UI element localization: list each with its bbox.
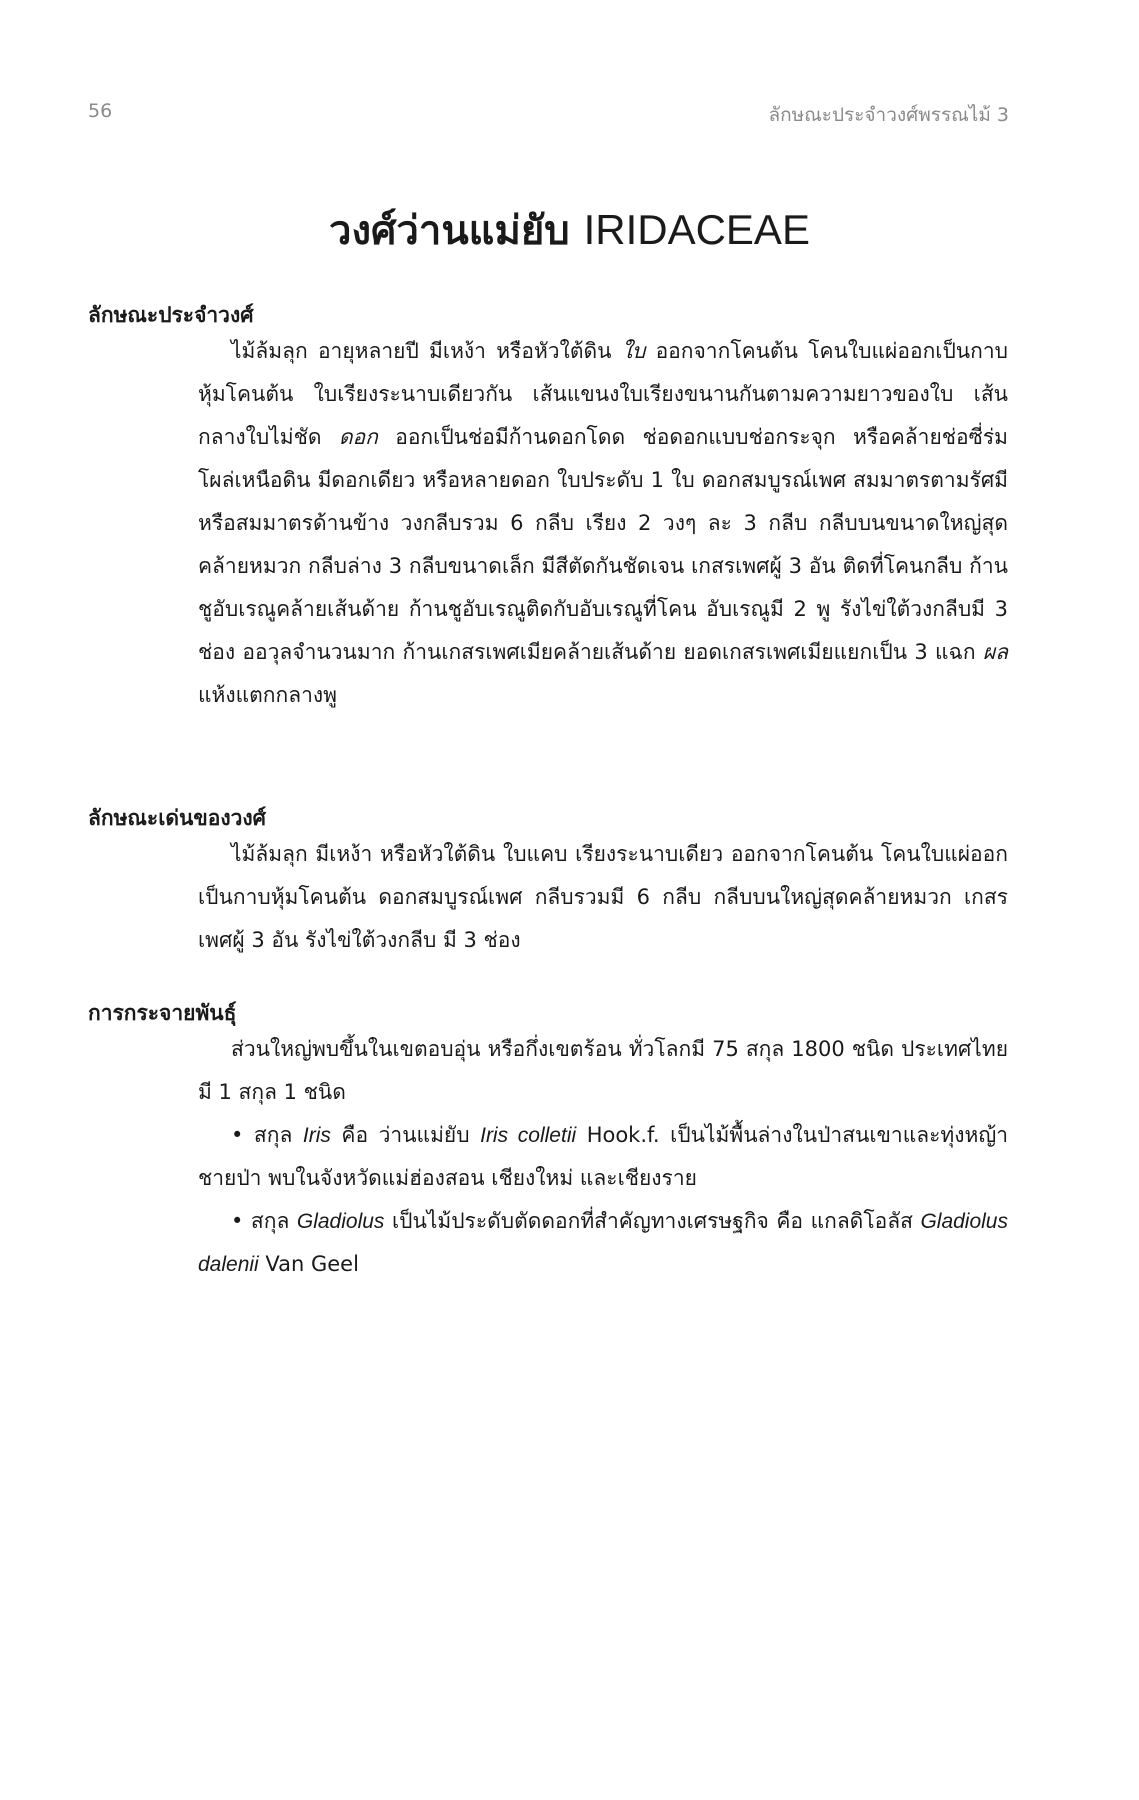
text-run: Van Geel [258, 1252, 359, 1276]
text-run: แห้งแตกกลางพู [198, 683, 337, 707]
paragraph-distinctive: ไม้ล้มลุก มีเหง้า หรือหัวใต้ดิน ใบแคบ เรียงระนาบเดียว ออกจากโคนต้น โคนใบแผ่ออกเป็นกาบหุ้มโคนต้น ดอกสมบูรณ์เพศ กลีบรวมมี 6 กลีบ กลีบบนใหญ่สุดคล้ายหมวก เกสรเพศผู้ 3 อัน รังไข่ใต้วงกลีบ มี 3 ช่อง [198, 842, 1008, 952]
term-flower: ดอก [338, 425, 378, 449]
text-run: Hook.f. เป็นไม้พื้นล่างในป่าสนเขาและทุ่งหญ้าชายป่า พบในจังหวัดแม่ฮ่องสอน เชียงใหม่ และเชียงราย [198, 1123, 1009, 1190]
section-heading-distribution: การกระจายพันธุ์ [88, 1001, 237, 1025]
term-leaf: ใบ [621, 339, 646, 363]
section-heading-characteristics: ลักษณะประจำวงศ์ [88, 303, 254, 327]
page-number: 56 [88, 100, 113, 122]
bullet-prefix: • สกุล [231, 1123, 303, 1147]
text-run: ไม้ล้มลุก อายุหลายปี มีเหง้า หรือหัวใต้ดิน [231, 339, 622, 363]
section-body-characteristics [198, 330, 1008, 717]
paragraph-characteristics [198, 330, 1008, 717]
term-fruit: ผล [982, 640, 1008, 664]
page-title [0, 205, 1139, 255]
title-latin: IRIDACEAE [583, 206, 810, 253]
text-run: ออกเป็นช่อมีก้านดอกโดด ช่อดอกแบบช่อกระจุก หรือคล้ายช่อซี่ร่ม โผล่เหนือดิน มีดอกเดียว หรือหลายดอก ใบประดับ 1 ใบ ดอกสมบูรณ์เพศ สมมาตรตามรัศมี หรือสมมาตรด้านข้าง วงกลีบรวม 6 กลีบ เรียง 2 วงๆ ละ 3 กลีบ กลีบบนขนาดใหญ่สุดคล้ายหมวก กลีบล่าง 3 กลีบขนาดเล็ก มีสีตัดกันชัดเจน เกสรเพศผู้ 3 อัน ติดที่โคนกลีบ ก้านชูอับเรณูคล้ายเส้นด้าย ก้านชูอับเรณูติดกับอับเรณูที่โคน อับเรณูมี 2 พู รังไข่ใต้วงกลีบมี 3 ช่อง ออวุลจำนวนมาก ก้านเกสรเพศเมียคล้ายเส้นด้าย ยอดเกสรเพศเมียแยกเป็น 3 แฉก [198, 425, 1008, 664]
text-run: เป็นไม้ประดับตัดดอกที่สำคัญทางเศรษฐกิจ คือ แกลดิโอลัส [384, 1209, 921, 1233]
paragraph-distribution: ส่วนใหญ่พบขึ้นในเขตอบอุ่น หรือกึ่งเขตร้อน ทั่วโลกมี 75 สกุล 1800 ชนิด ประเทศไทยมี 1 สกุล 1 ชนิด [198, 1037, 1008, 1104]
title-thai: วงศ์ว่านแม่ยับ [329, 208, 570, 254]
section-distribution [88, 998, 1008, 1286]
text-run: ออกจากโคนต้น โคนใบแผ่ออกเป็นกาบหุ้มโคนต้น ใบเรียงระนาบเดียวกัน เส้นแขนงใบเรียงขนานกันตามความยาวของใบ เส้นกลางใบไม่ชัด [198, 339, 1008, 449]
species-gladiolus-dalenii: Gladiolus dalenii [198, 1210, 1008, 1276]
section-family-characteristics [88, 300, 1008, 717]
section-body-distribution [198, 1028, 1008, 1286]
section-body-distinctive [198, 833, 1008, 962]
running-head: ลักษณะประจำวงศ์พรรณไม้ 3 [768, 104, 1009, 126]
text-run: คือ ว่านแม่ยับ [330, 1123, 481, 1147]
genus-gladiolus: Gladiolus [296, 1210, 385, 1233]
genus-iris: Iris [302, 1124, 331, 1147]
section-heading-distinctive: ลักษณะเด่นของวงศ์ [88, 806, 266, 830]
bullet-gladiolus [198, 1200, 1008, 1286]
section-distinctive-features [88, 803, 1008, 962]
bullet-prefix: • สกุล [231, 1209, 297, 1233]
bullet-iris [198, 1114, 1008, 1200]
page-header [88, 100, 1009, 130]
species-iris-colletii: Iris colletii [480, 1124, 577, 1147]
